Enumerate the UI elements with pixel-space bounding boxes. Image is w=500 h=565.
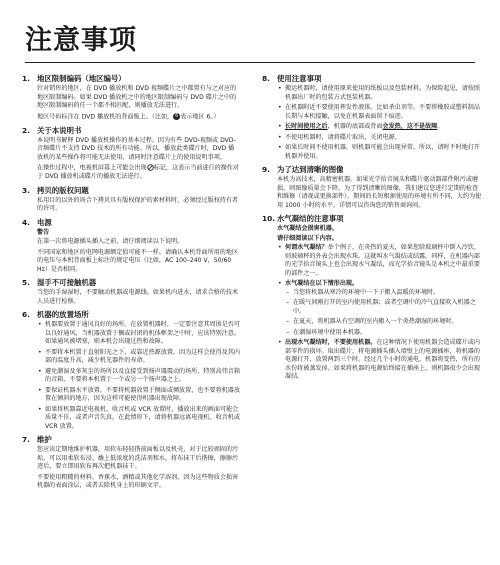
left-column [22,70,240,493]
paragraph: 当您的手湿湿时，不要触动机器或电源线。如果机内进水，请求合格的技术人员进行检修。 [37,289,239,305]
section-heading: 地区限制编码（地区编号） [37,74,126,83]
list-item: • 如果将机器靠近电视机、收音机或 VCR 放置时，播放出来的画面可能会质量不佳，或者声音失真。在此情形下，请将机器远离电视机、收音机或 VCR 放置。 [45,406,240,432]
list-item-text: 。 [437,123,444,130]
prohibited-icon [147,164,154,171]
item-text: 在这种情况下使用机器会造成碟片或内部零件的损坏。取出碟片，将电源插头插入墙壁上的电源插座，将机器的电源打开，放置两到三个时。经过几个小时的通电，机器将变热，所有的水份将被蒸发掉。如果将机器的电源始终接在插座上，则机器很少会出现凝结。 [285,339,480,380]
section-placement [22,310,240,431]
region-globe-icon: 6 [175,112,179,119]
section-power [22,218,240,275]
paragraph: 标记，这表示当前进行的操作对于 DVD 播放机或碟片的播放无法进行。 [37,164,239,180]
section-heading: 拷贝的版权问题 [37,185,89,195]
section-heading: 水气凝结的注意事项 [277,214,344,223]
section-heading: 机器的放置场所 [37,310,89,319]
list-item [285,339,482,382]
paragraph: 不要使用粗糙的材料、香蕉水、酒精或其他化学溶剂，因为这些物质会损害机器的表面涂层，或者去除机身上的印刷文字。 [37,473,239,489]
section-number: 7. [22,435,30,444]
section-number: 2. [22,125,30,135]
section-maintenance [22,435,240,491]
dash-item: – 当您将机器从寒冷的环境中一下子搬入温暖的环境时。 [293,289,482,298]
list-item: • 避免潮湿及多灰尘的场所以及直接受到扬声器震动的场所，特别高伟音箱的音箱，不要将本机置于一个或另一个扬声器之上。 [45,368,240,385]
section-region-code [22,74,240,122]
section-number: 1. [22,74,30,83]
section-number: 9. [262,165,270,174]
warning-label: 警告 [37,228,50,236]
section-heading: 电源 [37,217,52,227]
section-number: 10. [262,214,276,223]
paragraph: 不同国家和地区的电网电源额定值可能不一样。请确认本机背面所用的地区的电压与本机背面板上标注的规定电压（比如，AC 100–240 V，50/60 Hz）是否相同。 [37,248,239,273]
list-item [285,280,482,337]
list-item: • 机器要放置于通风良好的场所。在放置机器时，一定要注意其周围是否可以良好通风，当机器放置于搁或封闭的机体框架之中时，应该特别注意。如果通风被堵塞，则本机会出现过热和故障。 [45,321,240,347]
emphasis-text: 长时间使用之后 [285,123,328,130]
list-item: • 如果长时间不使用机器，则机器可能会出现异常，所以，请时不时地打开机器并使用。 [285,144,482,161]
paragraph: 本说明书解释 DVD 播放机操作的基本过程。因为有些 DVD-视频或 DVD-音频碟片不支持 DVD 技术的所有功能。所以，播放此类碟片时，DVD 播放机的某些操作将可能无法使用，请同时注意碟片上的使用说明事项。 [37,136,236,161]
section-heading: 使用注意事项 [277,74,322,83]
paragraph: 针对销售的地区，在 DVD 播放机和 DVD 视频碟片之中都置有与之对应的地区限制编码。如果 DVD 播放机之中的地区限制编码与 DVD 碟片之中的地区限制编码的任一个都不相匹配，则播放无法进行。 [37,85,237,109]
section-wet-hands [22,278,240,306]
paragraph: 私用目的以外的场合下拷贝具有版权保护的素材料时，必须经过版权持有者的许可。 [37,196,239,212]
section-heading: 湿手不可接触机器 [37,278,97,287]
paragraph: 在操作过程中，电视机屏幕上可能会出现 [37,164,147,172]
item-text: 举个例子，在炎热的夏天，如果您给玻璃杯中倒入冷饮，则玻璃杯的外表会出现水珠。这就叫水气凝结或结露。同样，在机器内部的光学拾音镜头上也会出现水气凝结，而光学拾音镜头是本机之中最重要的部件之一。 [285,244,480,277]
section-number: 6. [22,310,30,319]
list-item [285,244,482,278]
page-title: 注意事项 [25,25,137,56]
section-number: 3. [22,185,30,195]
section-clear-picture [262,165,482,210]
list-item: • 不要将本机置于直射阳光之下，或靠近热源放置，因为这样会使得及其内部的温度升高，减少机光器件的寿命。 [45,349,240,366]
paragraph: 您应该定期地维护机器，用软布轻轻揩前面板以及机壳，对于比较顽固的污垢，可以用柔软布浸、蘸上低浓度的洗洁剂和水，将布抹干后揩擦，擦擦污迹后，要立即用软布再次把机器抹干。 [37,446,239,470]
emphasis-text: 会发热，这不是故障 [382,123,438,130]
section-usage-notes [262,74,482,161]
list-item [285,123,482,132]
dash-item: – 在潮湿环境中使用本机器。 [293,329,482,338]
list-item: • 在机器附近不要使用挥发性液体，比如杀虫剂等。不要将橡胶或塑料制品长期与本机接触，以免在机器表面留下痕迹。 [285,104,482,121]
section-heading: 维护 [37,435,52,444]
section-number: 8. [262,74,270,83]
list-item: • 搬运机器时，请使用原来使用的纸板以及包装材料。为保险起见，请按照机器出厂时的包装方式包装机器。 [285,85,482,102]
right-column [262,70,482,384]
paragraph: 在第一次将电源插头插入之前，请仔细阅读以下说明。 [37,238,184,245]
dash-item: – 在暖气间刚打开的室内使用机器；或者空调中的冷气直接吹入机器之中。 [293,299,482,316]
intro-line: 请仔细阅读以下内容。 [277,234,338,242]
paragraph: 表示地区 6。） [180,113,220,120]
section-condensation [262,214,482,382]
paragraph: 本机为高技术，高精密机器。如果光学拾音镜头和碟片驱动器部件附污或磨损，则图像质量会下降。为了得到清晰的图像，我们建议您进行定期的检查和维修（请视或更换部件）。期间的长短根据使用的环境有所不同，大约为使用 1000 小时的水平。详情可以咨询您的销售商询问。 [277,176,482,209]
intro-line: 水气凝结会损害机器。 [277,225,338,232]
item-lead: 何谓水气凝结？ [285,244,328,251]
section-number: 4. [22,217,30,227]
list-item-text: ，机器的底部或背面 [327,123,383,130]
section-copyright [22,186,240,214]
list-item: • 要保证机器水平放置。不要将机器放置于侧面或倾放置，也不要将机器放置在倾斜的地方，因为这样可能使得机器出现故障。 [45,387,240,404]
title-divider [25,62,475,63]
dash-item: – 在夏天，将机器从有空调的室内搬入一个炎热潮湿的环境时。 [293,318,482,327]
item-lead: 水气凝结在以下情形出现。 [285,280,359,287]
section-about-manual [22,126,240,182]
section-heading: 关于本说明书 [37,125,82,135]
paragraph: 地区号码标注在 DVD 播放机的背面板上。（比如， [37,113,174,120]
list-item: • 不使用机器时，请将碟片取出，关闭电源。 [285,134,482,143]
section-heading: 为了达到清晰的图像 [277,165,344,174]
section-number: 5. [22,278,30,287]
item-lead: 出现水气凝结时，不要使用机器。 [285,339,377,346]
